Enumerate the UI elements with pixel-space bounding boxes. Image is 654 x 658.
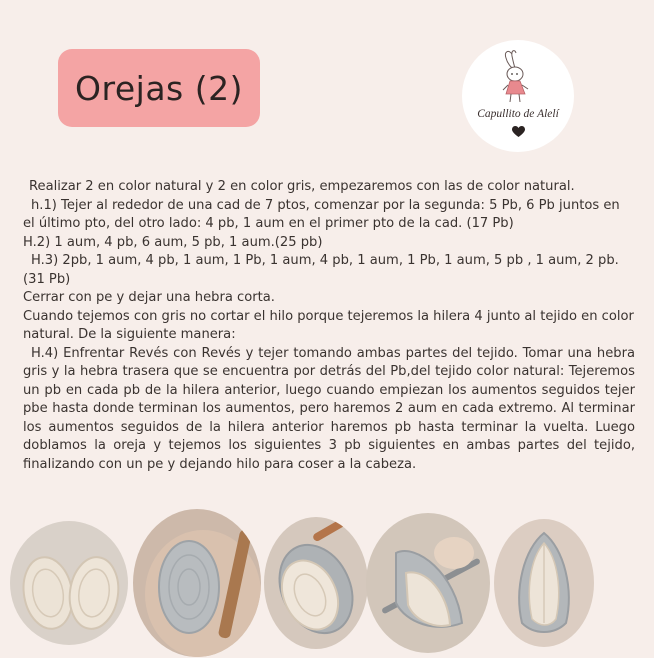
page-title: Orejas (2) <box>75 68 243 108</box>
photo-stitching-both-layers <box>366 513 490 653</box>
photo-folded-finished-ear <box>494 519 594 647</box>
brand-logo <box>462 40 574 152</box>
row-3-instructions: H.3) 2pb, 1 aum, 4 pb, 1 aum, 1 Pb, 1 aum, 4 pb, 1 aum, 1 Pb, 1 aum, 5 pb , 1 aum, 2 pb. (31 Pb) <box>23 253 619 287</box>
row-4-instructions: H.4) Enfrentar Revés con Revés y tejer tomando ambas partes del tejido. Tomar una hebra gris y la hebra trasera que se encuentra por detrás del Pb,del tejido color natural: Tejeremos un pb en cada pb de la hilera anterior, luego cuando empiezan los aumentos seguidos tejer pbe hasta donde terminan los aumentos, pero haremos 2 aum en cada extremo. Al terminar los aumentos seguidos de la hilera anterior haremos pb hasta terminar la vuelta. Luego doblamos la oreja y tejemos los siguientes 3 pb siguientes en ambas partes del tejido, finalizando con un pe y dejando hilo para coser a la cabeza. <box>23 345 635 472</box>
closing-instructions: Cerrar con pe y dejar una hebra corta. <box>23 290 275 305</box>
title-badge <box>58 49 260 127</box>
photo-strip <box>0 505 654 658</box>
photo-joining-ears-with-hook <box>264 517 368 649</box>
row-1-instructions: h.1) Tejer al rededor de una cad de 7 ptos, comenzar por la segunda: 5 Pb, 6 Pb juntos en el último pto, del otro lado: 4 pb, 1 aum en el primer pto de la cad. (17 Pb) <box>23 197 620 231</box>
grey-color-note: Cuando tejemos con gris no cortar el hilo porque tejeremos la hilera 4 junto al tejido en color natural. De la siguiente manera: <box>23 308 634 342</box>
row-2-instructions: H.2) 1 aum, 4 pb, 6 aum, 5 pb, 1 aum.(25 pb) <box>23 234 323 250</box>
logo-text: Capullito de Alelí <box>477 108 559 120</box>
intro-text: Realizar 2 en color natural y 2 en color gris, empezaremos con las de color natural. <box>29 179 575 194</box>
photo-two-natural-ears <box>10 521 128 645</box>
photo-grey-ear-on-hand <box>133 509 261 657</box>
heart-icon <box>512 126 525 138</box>
bunny-girl-icon <box>498 50 538 106</box>
instructions <box>23 178 635 474</box>
